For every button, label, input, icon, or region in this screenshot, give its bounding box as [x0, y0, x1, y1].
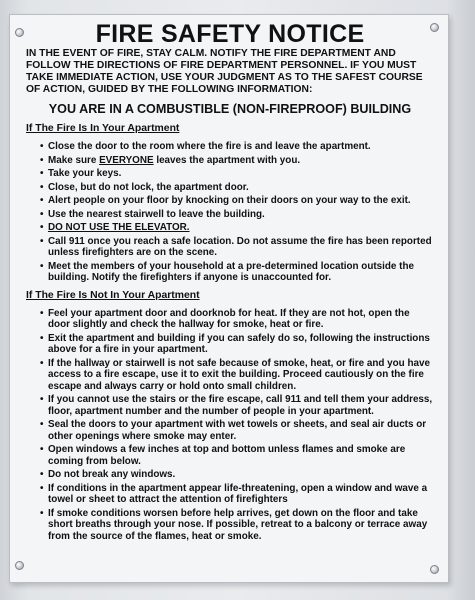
list-fire-not-in-apartment: [26, 308, 434, 543]
screw-icon: [15, 561, 24, 570]
section-heading-fire-not-in-apartment: If The Fire Is Not In Your Apartment: [26, 289, 200, 301]
fire-safety-sign: [9, 14, 449, 583]
list-item: • Meet the members of your household at a pre-determined location outside the building. Notify the firefighters if anyone is unaccounted for.: [40, 261, 434, 284]
list-item: • If smoke conditions worsen before help arrives, get down on the floor and take short breaths through your nose. If possible, retreat to a balcony or terrace away from the source of the flames, heat or smoke.: [40, 508, 434, 543]
list-item: • Make sure EVERYONE leaves the apartment with you.: [40, 155, 434, 167]
list-item: • Close, but do not lock, the apartment door.: [40, 182, 434, 194]
emphasis-everyone: EVERYONE: [99, 154, 154, 166]
list-item: • Seal the doors to your apartment with wet towels or sheets, and seal air ducts or other openings where smoke may enter.: [40, 419, 434, 442]
list-item: • DO NOT USE THE ELEVATOR.: [40, 222, 434, 234]
list-fire-in-apartment: [26, 141, 434, 284]
list-item: • Take your keys.: [40, 168, 434, 180]
list-item: • Use the nearest stairwell to leave the building.: [40, 209, 434, 221]
list-item: • If you cannot use the stairs or the fire escape, call 911 and tell them your address, floor, apartment number and the number of people in your apartment.: [40, 394, 434, 417]
sign-intro: IN THE EVENT OF FIRE, STAY CALM. NOTIFY THE FIRE DEPARTMENT AND FOLLOW THE DIRECTIONS OF FIRE DEPARTMENT PERSONNEL. IF YOU MUST TAKE IMMEDIATE ACTION, USE YOUR JUDGMENT AS TO THE SAFEST COURSE OF ACTION, GUIDED BY THE FOLLOWING INFORMATION:: [26, 48, 423, 95]
list-item: • If the hallway or stairwell is not safe because of smoke, heat, or fire and you have access to a fire escape, use it to exit the building. Proceed cautiously on the fire escape and always carry or hold onto small children.: [40, 358, 434, 393]
building-type: YOU ARE IN A COMBUSTIBLE (NON-FIREPROOF) BUILDING: [48, 102, 412, 116]
list-item: • Close the door to the room where the fire is and leave the apartment.: [40, 141, 434, 153]
screw-icon: [430, 565, 439, 574]
screw-icon: [430, 23, 439, 32]
section-heading-fire-in-apartment: If The Fire Is In Your Apartment: [26, 123, 180, 134]
screw-icon: [15, 28, 24, 37]
list-item: • Call 911 once you reach a safe location. Do not assume the fire has been reported unless firefighters are on the scene.: [40, 236, 434, 259]
sign-title: FIRE SAFETY NOTICE: [95, 20, 365, 48]
list-item: • If conditions in the apartment appear life-threatening, open a window and wave a towel or sheet to attract the attention of firefighters: [40, 483, 434, 506]
list-item: • Exit the apartment and building if you can safely do so, following the instructions above for a fire in your apartment.: [40, 333, 434, 356]
list-item: • Do not break any windows.: [40, 469, 434, 481]
list-item: • Alert people on your floor by knocking on their doors on your way to the exit.: [40, 195, 434, 207]
list-item: • Feel your apartment door and doorknob for heat. If they are not hot, open the door slightly and check the hallway for smoke, heat or fire.: [40, 308, 434, 331]
list-item: • Open windows a few inches at top and bottom unless flames and smoke are coming from below.: [40, 444, 434, 467]
